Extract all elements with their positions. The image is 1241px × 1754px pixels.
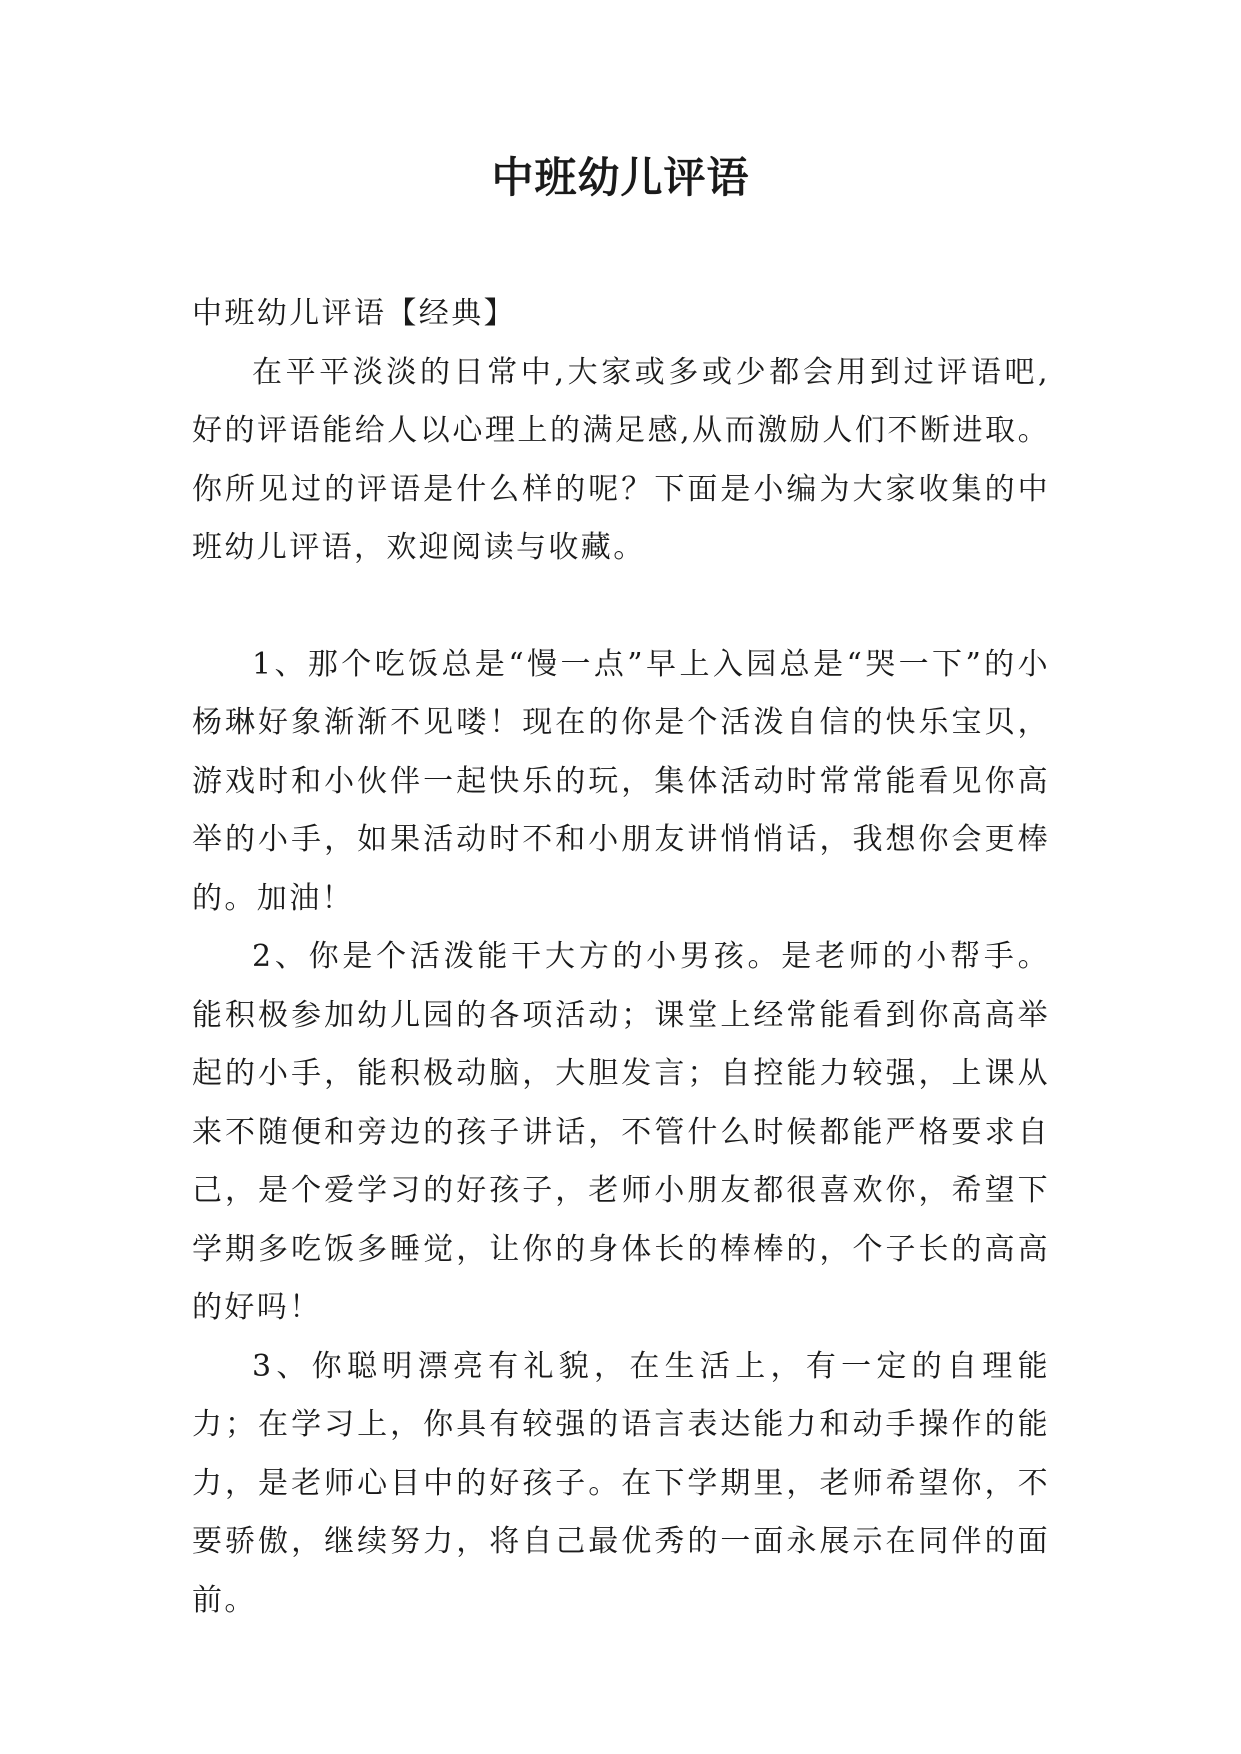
comment-item-1: 1、那个吃饭总是“慢一点”早上入园总是“哭一下”的小杨琳好象渐渐不见喽！现在的你是个活泼自信的快乐宝贝，游戏时和小伙伴一起快乐的玩，集体活动时常常能看见你高举的小手，如果活动时不和小朋友讲悄悄话，我想你会更棒的。加油！ — [192, 646, 1050, 916]
comment-item-3: 3、你聪明漂亮有礼貌，在生活上，有一定的自理能力；在学习上，你具有较强的语言表达能力和动手操作的能力，是老师心目中的好孩子。在下学期里，老师希望你，不要骄傲，继续努力，将自己最优秀的一面永展示在同伴的面前。 — [192, 1348, 1050, 1618]
comment-item-2: 2、你是个活泼能干大方的小男孩。是老师的小帮手。能积极参加幼儿园的各项活动；课堂上经常能看到你高高举起的小手，能积极动脑，大胆发言；自控能力较强，上课从来不随便和旁边的孩子讲话，不管什么时候都能严格要求自己，是个爱学习的好孩子，老师小朋友都很喜欢你，希望下学期多吃饭多睡觉，让你的身体长的棒棒的，个子长的高高的好吗！ — [192, 939, 1050, 1325]
intro-paragraph: 在平平淡淡的日常中,大家或多或少都会用到过评语吧,好的评语能给人以心理上的满足感,从而激励人们不断进取。你所见过的评语是什么样的呢？下面是小编为大家收集的中班幼儿评语，欢迎阅读与收藏。 — [192, 354, 1050, 565]
document-subtitle: 中班幼儿评语【经典】 — [192, 296, 516, 331]
paragraph-spacer — [192, 578, 1050, 636]
document-body — [192, 285, 1050, 1630]
document-title: 中班幼儿评语 — [491, 153, 750, 202]
